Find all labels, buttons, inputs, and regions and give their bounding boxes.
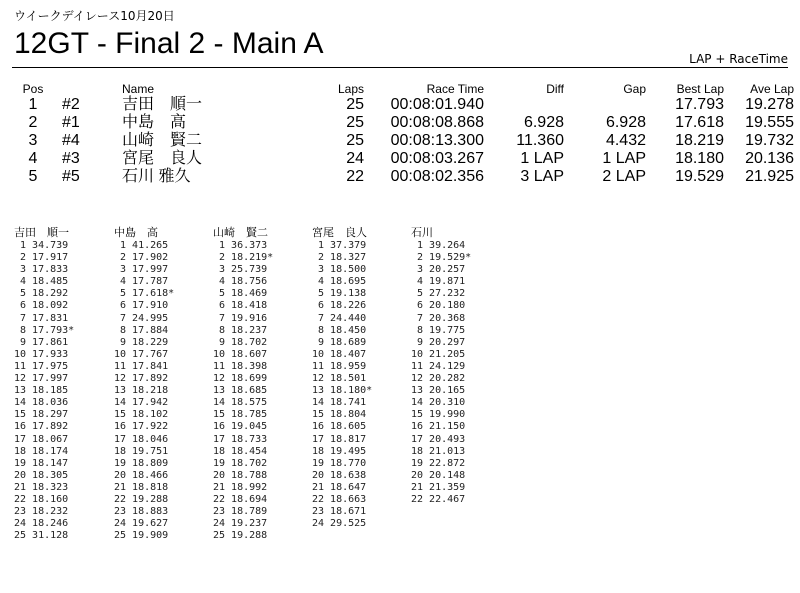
lap-time: 16 19.045: [213, 421, 268, 433]
cell-race-time: 00:08:13.300: [390, 132, 484, 149]
lap-time: 23 18.883: [114, 506, 169, 518]
lap-time: 13 18.185: [14, 385, 69, 397]
lap-time: 4 19.871: [411, 276, 466, 288]
lap-time: 25 31.128: [14, 530, 69, 542]
cell-best-lap: 18.180: [675, 150, 724, 167]
lap-time: 4 18.485: [14, 276, 69, 288]
header-divider: [12, 67, 788, 68]
cell-car-number: #2: [62, 96, 80, 113]
cell-laps: 25: [346, 114, 364, 131]
cell-laps: 22: [346, 168, 364, 185]
lap-time: 14 18.575: [213, 397, 268, 409]
lap-time: 21 18.992: [213, 481, 268, 493]
lap-time: 1 36.373: [213, 240, 268, 251]
lap-time: 17 18.067: [14, 433, 69, 445]
lap-time: 15 19.990: [411, 409, 466, 421]
col-name: Name: [122, 82, 155, 96]
cell-pos: 3: [28, 132, 38, 149]
lap-time: 2 18.327: [312, 252, 367, 264]
cell-ave-lap: 21.925: [745, 168, 794, 185]
lap-time: 12 18.501: [312, 373, 367, 385]
lap-time: 1 41.265: [114, 240, 169, 251]
lap-time: 12 17.892: [114, 373, 169, 385]
cell-driver-name: 石川 雅久: [122, 168, 191, 185]
results-body: [12, 96, 794, 186]
lap-time: 5 27.232: [411, 288, 466, 300]
lap-time: 21 18.647: [312, 481, 367, 493]
col-laps: Laps: [337, 82, 364, 96]
lap-time: 19 18.770: [312, 457, 367, 469]
lap-column: [312, 226, 372, 530]
lap-time: 25 19.288: [213, 530, 268, 542]
lap-time: 14 18.036: [14, 397, 69, 409]
lap-time: 4 18.695: [312, 276, 367, 288]
col-diff: Diff: [546, 82, 564, 96]
lap-time: 5 18.469: [213, 288, 268, 300]
lap-time: 2 18.219*: [213, 252, 274, 264]
cell-pos: 5: [28, 168, 38, 185]
lap-time: 13 18.218: [114, 385, 169, 397]
cell-race-time: 00:08:01.940: [390, 96, 484, 113]
results-header-row: [12, 80, 794, 96]
cell-driver-name: 山崎 賢二: [122, 132, 203, 149]
lap-time: 20 20.148: [411, 469, 466, 481]
lap-time: 12 17.997: [14, 373, 69, 385]
cell-best-lap: 17.793: [675, 96, 724, 113]
cell-laps: 24: [346, 150, 364, 167]
lap-time: 5 19.138: [312, 288, 367, 300]
lap-time: 9 20.297: [411, 336, 466, 348]
cell-diff: 3 LAP: [520, 168, 564, 185]
cell-laps: 25: [346, 132, 364, 149]
cell-driver-name: 中島 高: [122, 114, 187, 131]
lap-time: 7 20.368: [411, 312, 466, 324]
lap-time: 2 17.902: [114, 252, 169, 264]
lap-time: 8 17.793*: [14, 324, 75, 336]
col-race-time: Race Time: [426, 82, 484, 96]
lap-time: 9 18.702: [213, 336, 268, 348]
lap-time: 24 18.246: [14, 518, 69, 530]
lap-time: 6 18.092: [14, 300, 69, 312]
table-row: [12, 114, 794, 132]
lap-time: 2 19.529*: [411, 252, 472, 264]
lap-time: 24 19.237: [213, 518, 268, 530]
cell-pos: 4: [28, 150, 38, 167]
lap-column-driver: 宮尾 良人: [312, 226, 367, 239]
lap-time: 18 18.454: [213, 445, 268, 457]
col-pos: Pos: [22, 82, 44, 96]
lap-time: 5 18.292: [14, 288, 69, 300]
results-table: [12, 80, 794, 186]
lap-time: 4 17.787: [114, 276, 169, 288]
lap-time: 11 24.129: [411, 360, 466, 372]
cell-best-lap: 18.219: [675, 132, 724, 149]
cell-gap: 4.432: [605, 132, 646, 149]
lap-time: 20 18.788: [213, 469, 268, 481]
cell-ave-lap: 19.278: [745, 96, 794, 113]
col-no: [54, 80, 122, 96]
lap-time: 20 18.638: [312, 469, 367, 481]
table-row: [12, 168, 794, 186]
lap-time: 14 18.741: [312, 397, 367, 409]
lap-time: 20 18.305: [14, 469, 69, 481]
cell-gap: 1 LAP: [602, 150, 646, 167]
lap-time: 3 20.257: [411, 264, 466, 276]
lap-time: 9 18.229: [114, 336, 169, 348]
lap-time: 18 18.174: [14, 445, 69, 457]
lap-time: 13 18.180*: [312, 385, 373, 397]
lap-time: 19 18.147: [14, 457, 69, 469]
lap-time: 11 18.959: [312, 360, 367, 372]
lap-time: 10 18.607: [213, 348, 268, 360]
lap-time: 12 20.282: [411, 373, 466, 385]
race-subtitle: ウイークデイレース10月20日: [14, 9, 175, 23]
cell-diff: [484, 96, 564, 114]
lap-time: 18 19.751: [114, 445, 169, 457]
lap-time: 8 17.884: [114, 324, 169, 336]
cell-gap: 6.928: [605, 114, 646, 131]
cell-laps: 25: [346, 96, 364, 113]
lap-column-driver: 中島 高: [114, 226, 158, 239]
lap-time: 15 18.297: [14, 409, 69, 421]
table-row: [12, 96, 794, 114]
cell-car-number: #5: [62, 168, 80, 185]
lap-time: 7 24.995: [114, 312, 169, 324]
lap-time: 10 18.407: [312, 348, 367, 360]
lap-time: 8 19.775: [411, 324, 466, 336]
table-row: [12, 150, 794, 168]
lap-time: 7 19.916: [213, 312, 268, 324]
cell-best-lap: 17.618: [675, 114, 724, 131]
lap-time: 17 18.817: [312, 433, 367, 445]
lap-time: 17 18.046: [114, 433, 169, 445]
lap-time: 6 18.418: [213, 300, 268, 312]
lap-column-driver: 山崎 賢二: [213, 226, 268, 239]
cell-diff: 11.360: [516, 132, 564, 149]
lap-time: 3 25.739: [213, 264, 268, 276]
lap-time: 19 18.809: [114, 457, 169, 469]
lap-time: 7 24.440: [312, 312, 367, 324]
cell-car-number: #1: [62, 114, 80, 131]
lap-time: 6 20.180: [411, 300, 466, 312]
lap-time: 9 18.689: [312, 336, 367, 348]
lap-time: 10 17.933: [14, 348, 69, 360]
lap-time: 18 19.495: [312, 445, 367, 457]
lap-column: [14, 226, 74, 542]
lap-time: 19 18.702: [213, 457, 268, 469]
lap-time: 21 18.818: [114, 481, 169, 493]
lap-time: 16 17.892: [14, 421, 69, 433]
lap-time: 22 18.160: [14, 493, 69, 505]
cell-driver-name: 吉田 順一: [122, 96, 203, 113]
lap-column: [114, 226, 174, 542]
lap-time: 12 18.699: [213, 373, 268, 385]
lap-time: 21 21.359: [411, 481, 466, 493]
lap-time: 22 18.694: [213, 493, 268, 505]
lap-time: 8 18.450: [312, 324, 367, 336]
lap-time: 14 20.310: [411, 397, 466, 409]
col-ave-lap: Ave Lap: [750, 82, 794, 96]
cell-diff: 1 LAP: [520, 150, 564, 167]
lap-time: 1 39.264: [411, 240, 466, 251]
lap-time: 22 19.288: [114, 493, 169, 505]
lap-column: [411, 226, 471, 506]
lap-time: 11 17.841: [114, 360, 169, 372]
lap-time: 22 18.663: [312, 493, 367, 505]
lap-time: 4 18.756: [213, 276, 268, 288]
lap-time: 16 18.605: [312, 421, 367, 433]
lap-time: 15 18.804: [312, 409, 367, 421]
cell-driver-name: 宮尾 良人: [122, 150, 203, 167]
lap-time: 3 18.500: [312, 264, 367, 276]
lap-time: 15 18.785: [213, 409, 268, 421]
lap-column-driver: 石川: [411, 226, 433, 239]
cell-gap: [564, 96, 646, 114]
lap-time: 3 17.833: [14, 264, 69, 276]
lap-time: 6 18.226: [312, 300, 367, 312]
lap-time: 16 17.922: [114, 421, 169, 433]
lap-time: 24 29.525: [312, 518, 367, 530]
lap-time: 6 17.910: [114, 300, 169, 312]
lap-time: 22 22.467: [411, 493, 466, 505]
lap-time: 10 21.205: [411, 348, 466, 360]
lap-time: 2 17.917: [14, 252, 69, 264]
lap-time: 13 20.165: [411, 385, 466, 397]
cell-ave-lap: 19.732: [745, 132, 794, 149]
cell-race-time: 00:08:08.868: [390, 114, 484, 131]
lap-time: 17 20.493: [411, 433, 466, 445]
cell-ave-lap: 20.136: [745, 150, 794, 167]
lap-time: 23 18.789: [213, 506, 268, 518]
page-title: 12GT - Final 2 - Main A: [14, 27, 324, 60]
lap-time: 7 17.831: [14, 312, 69, 324]
cell-pos: 1: [28, 96, 38, 113]
cell-race-time: 00:08:02.356: [390, 168, 484, 185]
cell-car-number: #4: [62, 132, 80, 149]
lap-time: 9 17.861: [14, 336, 69, 348]
lap-time: 5 17.618*: [114, 288, 175, 300]
lap-time: 1 34.739: [14, 240, 69, 251]
col-gap: Gap: [623, 82, 646, 96]
lap-time: 19 22.872: [411, 457, 466, 469]
lap-time: 23 18.232: [14, 506, 69, 518]
lap-time: 25 19.909: [114, 530, 169, 542]
lap-time: 18 21.013: [411, 445, 466, 457]
lap-time: 23 18.671: [312, 506, 367, 518]
lap-time: 11 17.975: [14, 360, 69, 372]
table-row: [12, 132, 794, 150]
report-mode-label: LAP + RaceTime: [689, 52, 788, 66]
lap-time: 15 18.102: [114, 409, 169, 421]
cell-diff: 6.928: [523, 114, 564, 131]
lap-time: 1 37.379: [312, 240, 367, 251]
lap-time: 14 17.942: [114, 397, 169, 409]
lap-time: 13 18.685: [213, 385, 268, 397]
cell-ave-lap: 19.555: [745, 114, 794, 131]
lap-time: 24 19.627: [114, 518, 169, 530]
cell-race-time: 00:08:03.267: [390, 150, 484, 167]
cell-gap: 2 LAP: [602, 168, 646, 185]
lap-time: 20 18.466: [114, 469, 169, 481]
lap-column: [213, 226, 273, 542]
col-best-lap: Best Lap: [676, 82, 724, 96]
lap-column-driver: 吉田 順一: [14, 226, 69, 239]
lap-time: 17 18.733: [213, 433, 268, 445]
cell-car-number: #3: [62, 150, 80, 167]
lap-time: 8 18.237: [213, 324, 268, 336]
lap-time: 11 18.398: [213, 360, 268, 372]
cell-best-lap: 19.529: [675, 168, 724, 185]
lap-time: 16 21.150: [411, 421, 466, 433]
lap-time: 10 17.767: [114, 348, 169, 360]
lap-time: 3 17.997: [114, 264, 169, 276]
lap-time: 21 18.323: [14, 481, 69, 493]
cell-pos: 2: [28, 114, 38, 131]
